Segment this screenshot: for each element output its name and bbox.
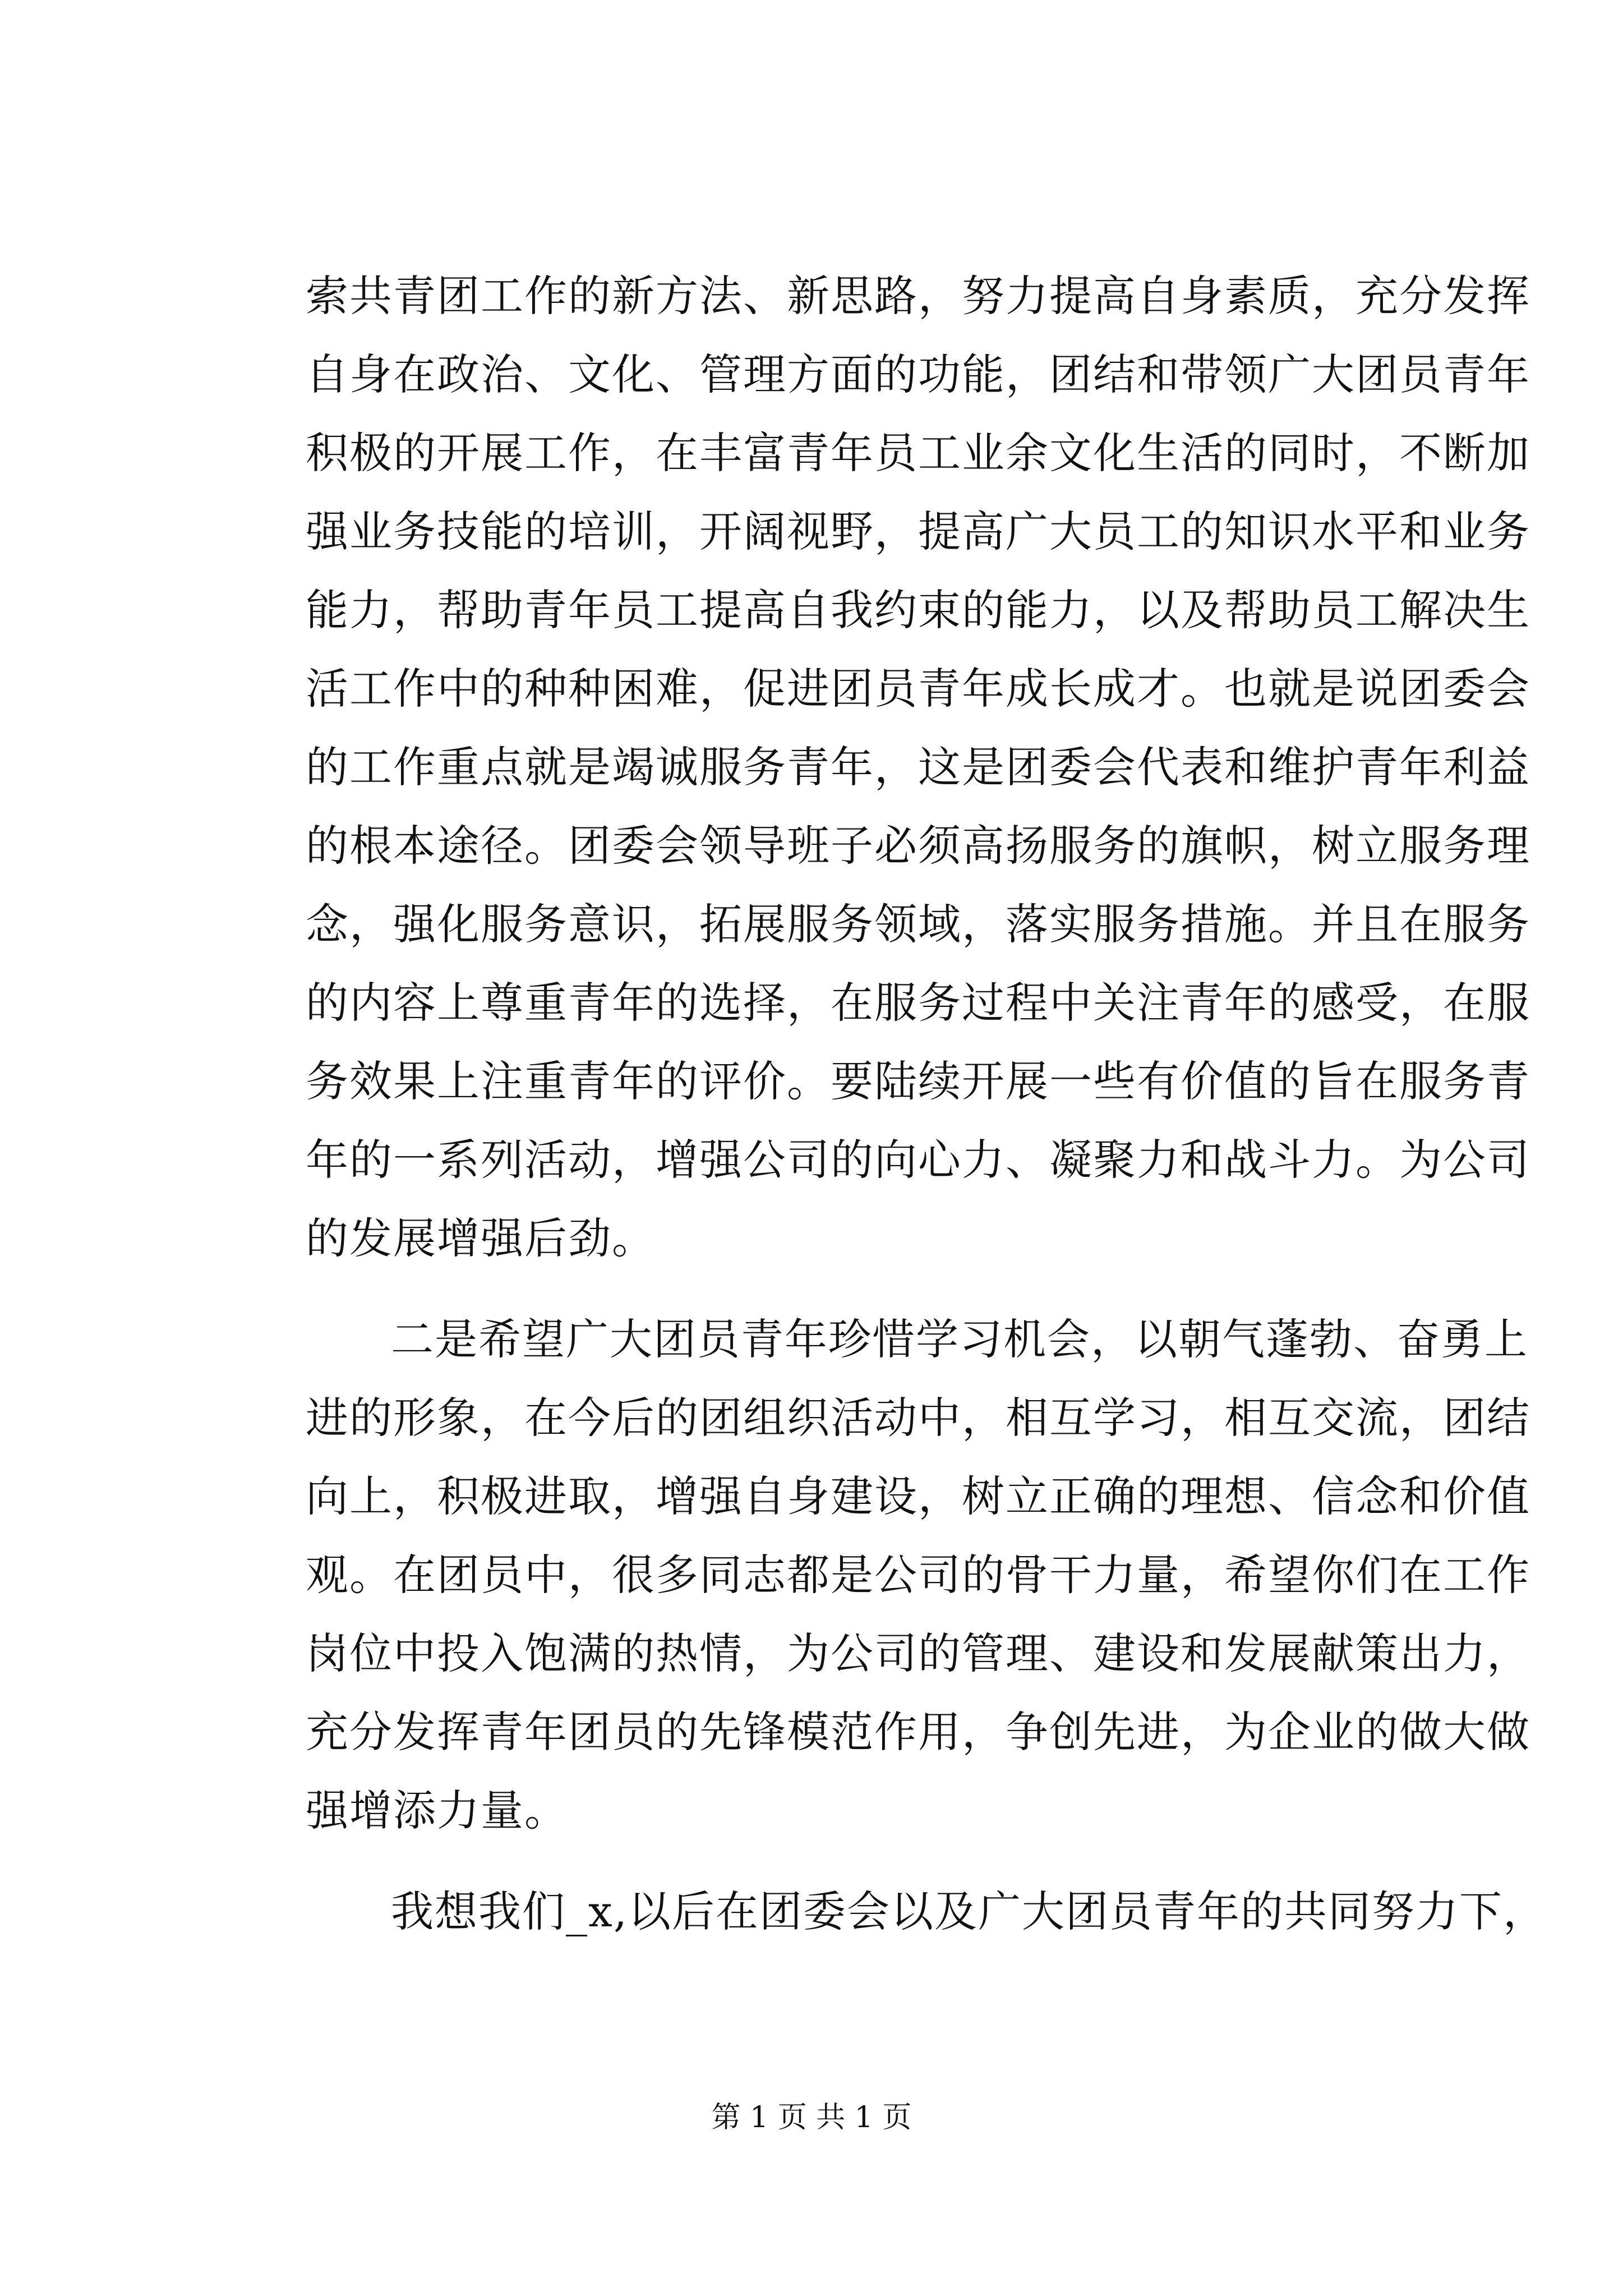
text-line: 的根本途径。团委会领导班子必须高扬服务的旗帜，树立服务理	[306, 821, 1530, 871]
text-line: 进的形象，在今后的团组织活动中，相互学习，相互交流，团结	[306, 1393, 1530, 1443]
text-line: 观。在团员中，很多同志都是公司的骨干力量，希望你们在工作	[306, 1550, 1530, 1600]
text-line: 的工作重点就是竭诚服务青年，这是团委会代表和维护青年利益	[306, 742, 1530, 792]
paragraph-first-line: 二是希望广大团员青年珍惜学习机会，以朝气蓬勃、奋勇上	[391, 1314, 1528, 1364]
text-line: 向上，积极进取，增强自身建设，树立正确的理想、信念和价值	[306, 1471, 1530, 1521]
text-line: 自身在政治、文化、管理方面的功能，团结和带领广大团员青年	[306, 349, 1530, 399]
text-line: 积极的开展工作，在丰富青年员工业余文化生活的同时，不断加	[306, 428, 1530, 478]
text-line: 岗位中投入饱满的热情，为公司的管理、建设和发展献策出力，	[306, 1628, 1530, 1678]
text-line: 索共青团工作的新方法、新思路，努力提高自身素质，充分发挥	[306, 271, 1530, 321]
paragraph-first-line: 我想我们_x,以后在团委会以及广大团员青年的共同努力下，	[391, 1887, 1547, 1936]
text-line: 务效果上注重青年的评价。要陆续开展一些有价值的旨在服务青	[306, 1056, 1530, 1106]
text-line: 强业务技能的培训，开阔视野，提高广大员工的知识水平和业务	[306, 507, 1530, 556]
text-line: 充分发挥青年团员的先锋模范作用，争创先进，为企业的做大做	[306, 1707, 1530, 1757]
text-line: 的内容上尊重青年的选择，在服务过程中关注青年的感受，在服	[306, 978, 1530, 1028]
text-line: 活工作中的种种困难，促进团员青年成长成才。也就是说团委会	[306, 664, 1530, 714]
text-line: 强增添力量。	[306, 1786, 568, 1835]
text-line: 念，强化服务意识，拓展服务领域，落实服务措施。并且在服务	[306, 899, 1530, 949]
text-line: 年的一系列活动，增强公司的向心力、凝聚力和战斗力。为公司	[306, 1135, 1530, 1185]
text-line: 的发展增强后劲。	[306, 1213, 656, 1263]
page-number-footer: 第 1 页 共 1 页	[711, 2101, 912, 2134]
text-line: 能力，帮助青年员工提高自我约束的能力，以及帮助员工解决生	[306, 585, 1530, 635]
